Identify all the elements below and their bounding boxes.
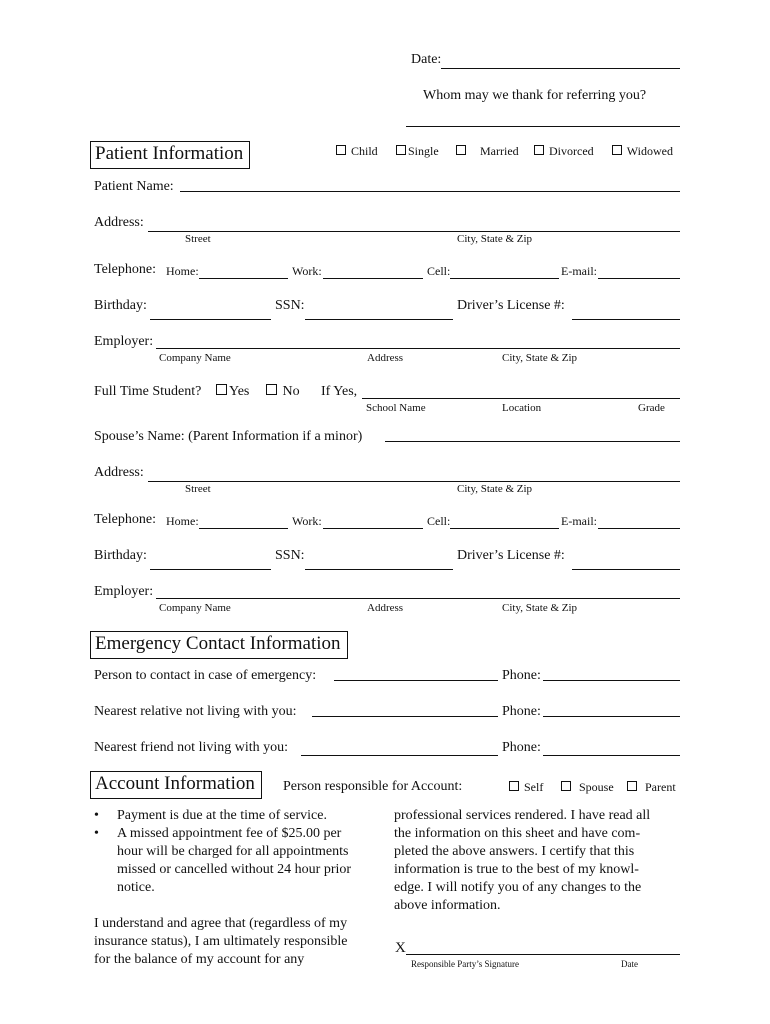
- spouse-company-caption: Company Name: [159, 602, 231, 614]
- patient-email-label: E-mail:: [561, 264, 597, 278]
- status-child[interactable]: Child: [336, 144, 378, 159]
- spouse-home-label: Home:: [166, 514, 199, 528]
- no-checkbox[interactable]: [266, 384, 277, 395]
- agreement-text: I understand and agree that (regardless of my insurance status), I am ultimately responsible for the balance of my account for any: [94, 916, 348, 967]
- spouse-name-label: Spouse’s Name: (Parent Information if a minor): [94, 429, 363, 444]
- responsible-self[interactable]: Self: [509, 780, 543, 795]
- city-caption: City, State & Zip: [457, 233, 533, 245]
- emergency-contact-field[interactable]: [334, 680, 498, 681]
- signature-caption: Responsible Party’s Signature: [411, 959, 519, 969]
- patient-email-field[interactable]: [598, 278, 680, 279]
- account-section-title: Account Information: [90, 771, 262, 799]
- patient-home-label: Home:: [166, 264, 199, 278]
- spouse-birthday-label: Birthday:: [94, 548, 147, 563]
- widowed-checkbox[interactable]: [612, 145, 622, 155]
- child-checkbox[interactable]: [336, 145, 346, 155]
- company-caption: Company Name: [159, 352, 231, 364]
- spouse-employer-label: Employer:: [94, 584, 154, 599]
- certification-text: professional services rendered. I have read all the information on this sheet and have com- pleted the above answers. I certify that this information is true to the best of my knowl- edge. I will notify you of any changes to the above information.: [394, 808, 651, 913]
- patient-home-phone-field[interactable]: [199, 278, 288, 279]
- spouse-telephone-label: Telephone:: [94, 512, 156, 527]
- spouse-name-field[interactable]: [385, 441, 680, 442]
- spouse-email-label: E-mail:: [561, 514, 597, 528]
- spouse-ssn-label: SSN:: [275, 548, 305, 563]
- spouse-ssn-field[interactable]: [305, 569, 453, 570]
- patient-address-field[interactable]: [148, 231, 680, 232]
- signature-date-caption: Date: [621, 959, 638, 969]
- student-yes[interactable]: Yes: [216, 384, 249, 400]
- friend-phone-field[interactable]: [543, 755, 680, 756]
- referral-field[interactable]: [406, 126, 680, 127]
- patient-name-label: Patient Name:: [94, 179, 174, 194]
- spouse-work-label: Work:: [292, 514, 322, 528]
- patient-work-label: Work:: [292, 264, 322, 278]
- responsible-parent[interactable]: Parent: [627, 780, 676, 795]
- emergency-contact-label: Person to contact in case of emergency:: [94, 668, 317, 683]
- divorced-checkbox[interactable]: [534, 145, 544, 155]
- payment-terms: [94, 807, 384, 897]
- spouse-license-label: Driver’s License #:: [457, 548, 565, 563]
- self-checkbox[interactable]: [509, 781, 519, 791]
- spouse-employer-city-caption: City, State & Zip: [502, 602, 578, 614]
- student-label: Full Time Student?: [94, 384, 202, 399]
- patient-employer-label: Employer:: [94, 334, 154, 349]
- friend-label: Nearest friend not living with you:: [94, 740, 289, 755]
- school-caption: School Name: [366, 402, 426, 414]
- patient-name-field[interactable]: [180, 191, 680, 192]
- street-caption: Street: [185, 233, 211, 245]
- patient-license-field[interactable]: [572, 319, 680, 320]
- spouse-home-phone-field[interactable]: [199, 528, 288, 529]
- grade-caption: Grade: [638, 402, 665, 414]
- spouse-street-caption: Street: [185, 483, 211, 495]
- spouse-cell-phone-field[interactable]: [450, 528, 559, 529]
- status-married[interactable]: Married: [456, 144, 519, 159]
- patient-ssn-field[interactable]: [305, 319, 453, 320]
- date-field[interactable]: [441, 68, 680, 69]
- patient-telephone-label: Telephone:: [94, 262, 156, 277]
- location-caption: Location: [502, 402, 542, 414]
- patient-work-phone-field[interactable]: [323, 278, 423, 279]
- emergency-contact-phone-label: Phone:: [502, 668, 541, 683]
- patient-cell-phone-field[interactable]: [450, 278, 559, 279]
- friend-phone-label: Phone:: [502, 740, 541, 755]
- parent-checkbox[interactable]: [627, 781, 637, 791]
- relative-field[interactable]: [312, 716, 498, 717]
- relative-phone-field[interactable]: [543, 716, 680, 717]
- employer-city-caption: City, State & Zip: [502, 352, 578, 364]
- spouse-address-field[interactable]: [148, 481, 680, 482]
- relative-label: Nearest relative not living with you:: [94, 704, 297, 719]
- spouse-birthday-field[interactable]: [150, 569, 271, 570]
- patient-address-label: Address:: [94, 215, 144, 230]
- friend-field[interactable]: [301, 755, 498, 756]
- status-divorced[interactable]: Divorced: [534, 144, 594, 159]
- spouse-email-field[interactable]: [598, 528, 680, 529]
- student-no[interactable]: No: [266, 384, 300, 400]
- spouse-work-phone-field[interactable]: [323, 528, 423, 529]
- employer-address-caption: Address: [367, 352, 404, 364]
- emergency-contact-phone-field[interactable]: [543, 680, 680, 681]
- spouse-cell-label: Cell:: [427, 514, 451, 528]
- spouse-address-label: Address:: [94, 465, 144, 480]
- spouse-license-field[interactable]: [572, 569, 680, 570]
- status-single[interactable]: Single: [396, 144, 439, 159]
- patient-license-label: Driver’s License #:: [457, 298, 565, 313]
- patient-section-title: Patient Information: [90, 141, 250, 169]
- if-yes-label: If Yes,: [321, 384, 358, 399]
- responsible-label: Person responsible for Account:: [283, 779, 463, 794]
- spouse-city-caption: City, State & Zip: [457, 483, 533, 495]
- patient-employer-field[interactable]: [156, 348, 680, 349]
- bullet-missed-fee: • A missed appointment fee of $25.00 per hour will be charged for all appointments missed or cancelled without 24 hour prior notice.: [94, 825, 384, 897]
- spouse-employer-field[interactable]: [156, 598, 680, 599]
- responsible-spouse[interactable]: Spouse: [561, 780, 614, 795]
- spouse-checkbox[interactable]: [561, 781, 571, 791]
- patient-ssn-label: SSN:: [275, 298, 305, 313]
- single-checkbox[interactable]: [396, 145, 406, 155]
- signature-field[interactable]: [406, 954, 680, 955]
- patient-birthday-field[interactable]: [150, 319, 271, 320]
- date-label: Date:: [411, 52, 442, 67]
- patient-birthday-label: Birthday:: [94, 298, 147, 313]
- patient-cell-label: Cell:: [427, 264, 451, 278]
- married-checkbox[interactable]: [456, 145, 466, 155]
- referral-label: Whom may we thank for referring you?: [423, 88, 647, 103]
- status-widowed[interactable]: Widowed: [612, 144, 673, 159]
- spouse-employer-address-caption: Address: [367, 602, 404, 614]
- emergency-section-title: Emergency Contact Information: [90, 631, 348, 659]
- yes-checkbox[interactable]: [216, 384, 227, 395]
- school-field[interactable]: [362, 398, 680, 399]
- bullet-payment-due: • Payment is due at the time of service.: [94, 807, 384, 825]
- signature-mark: X: [395, 940, 406, 956]
- relative-phone-label: Phone:: [502, 704, 541, 719]
